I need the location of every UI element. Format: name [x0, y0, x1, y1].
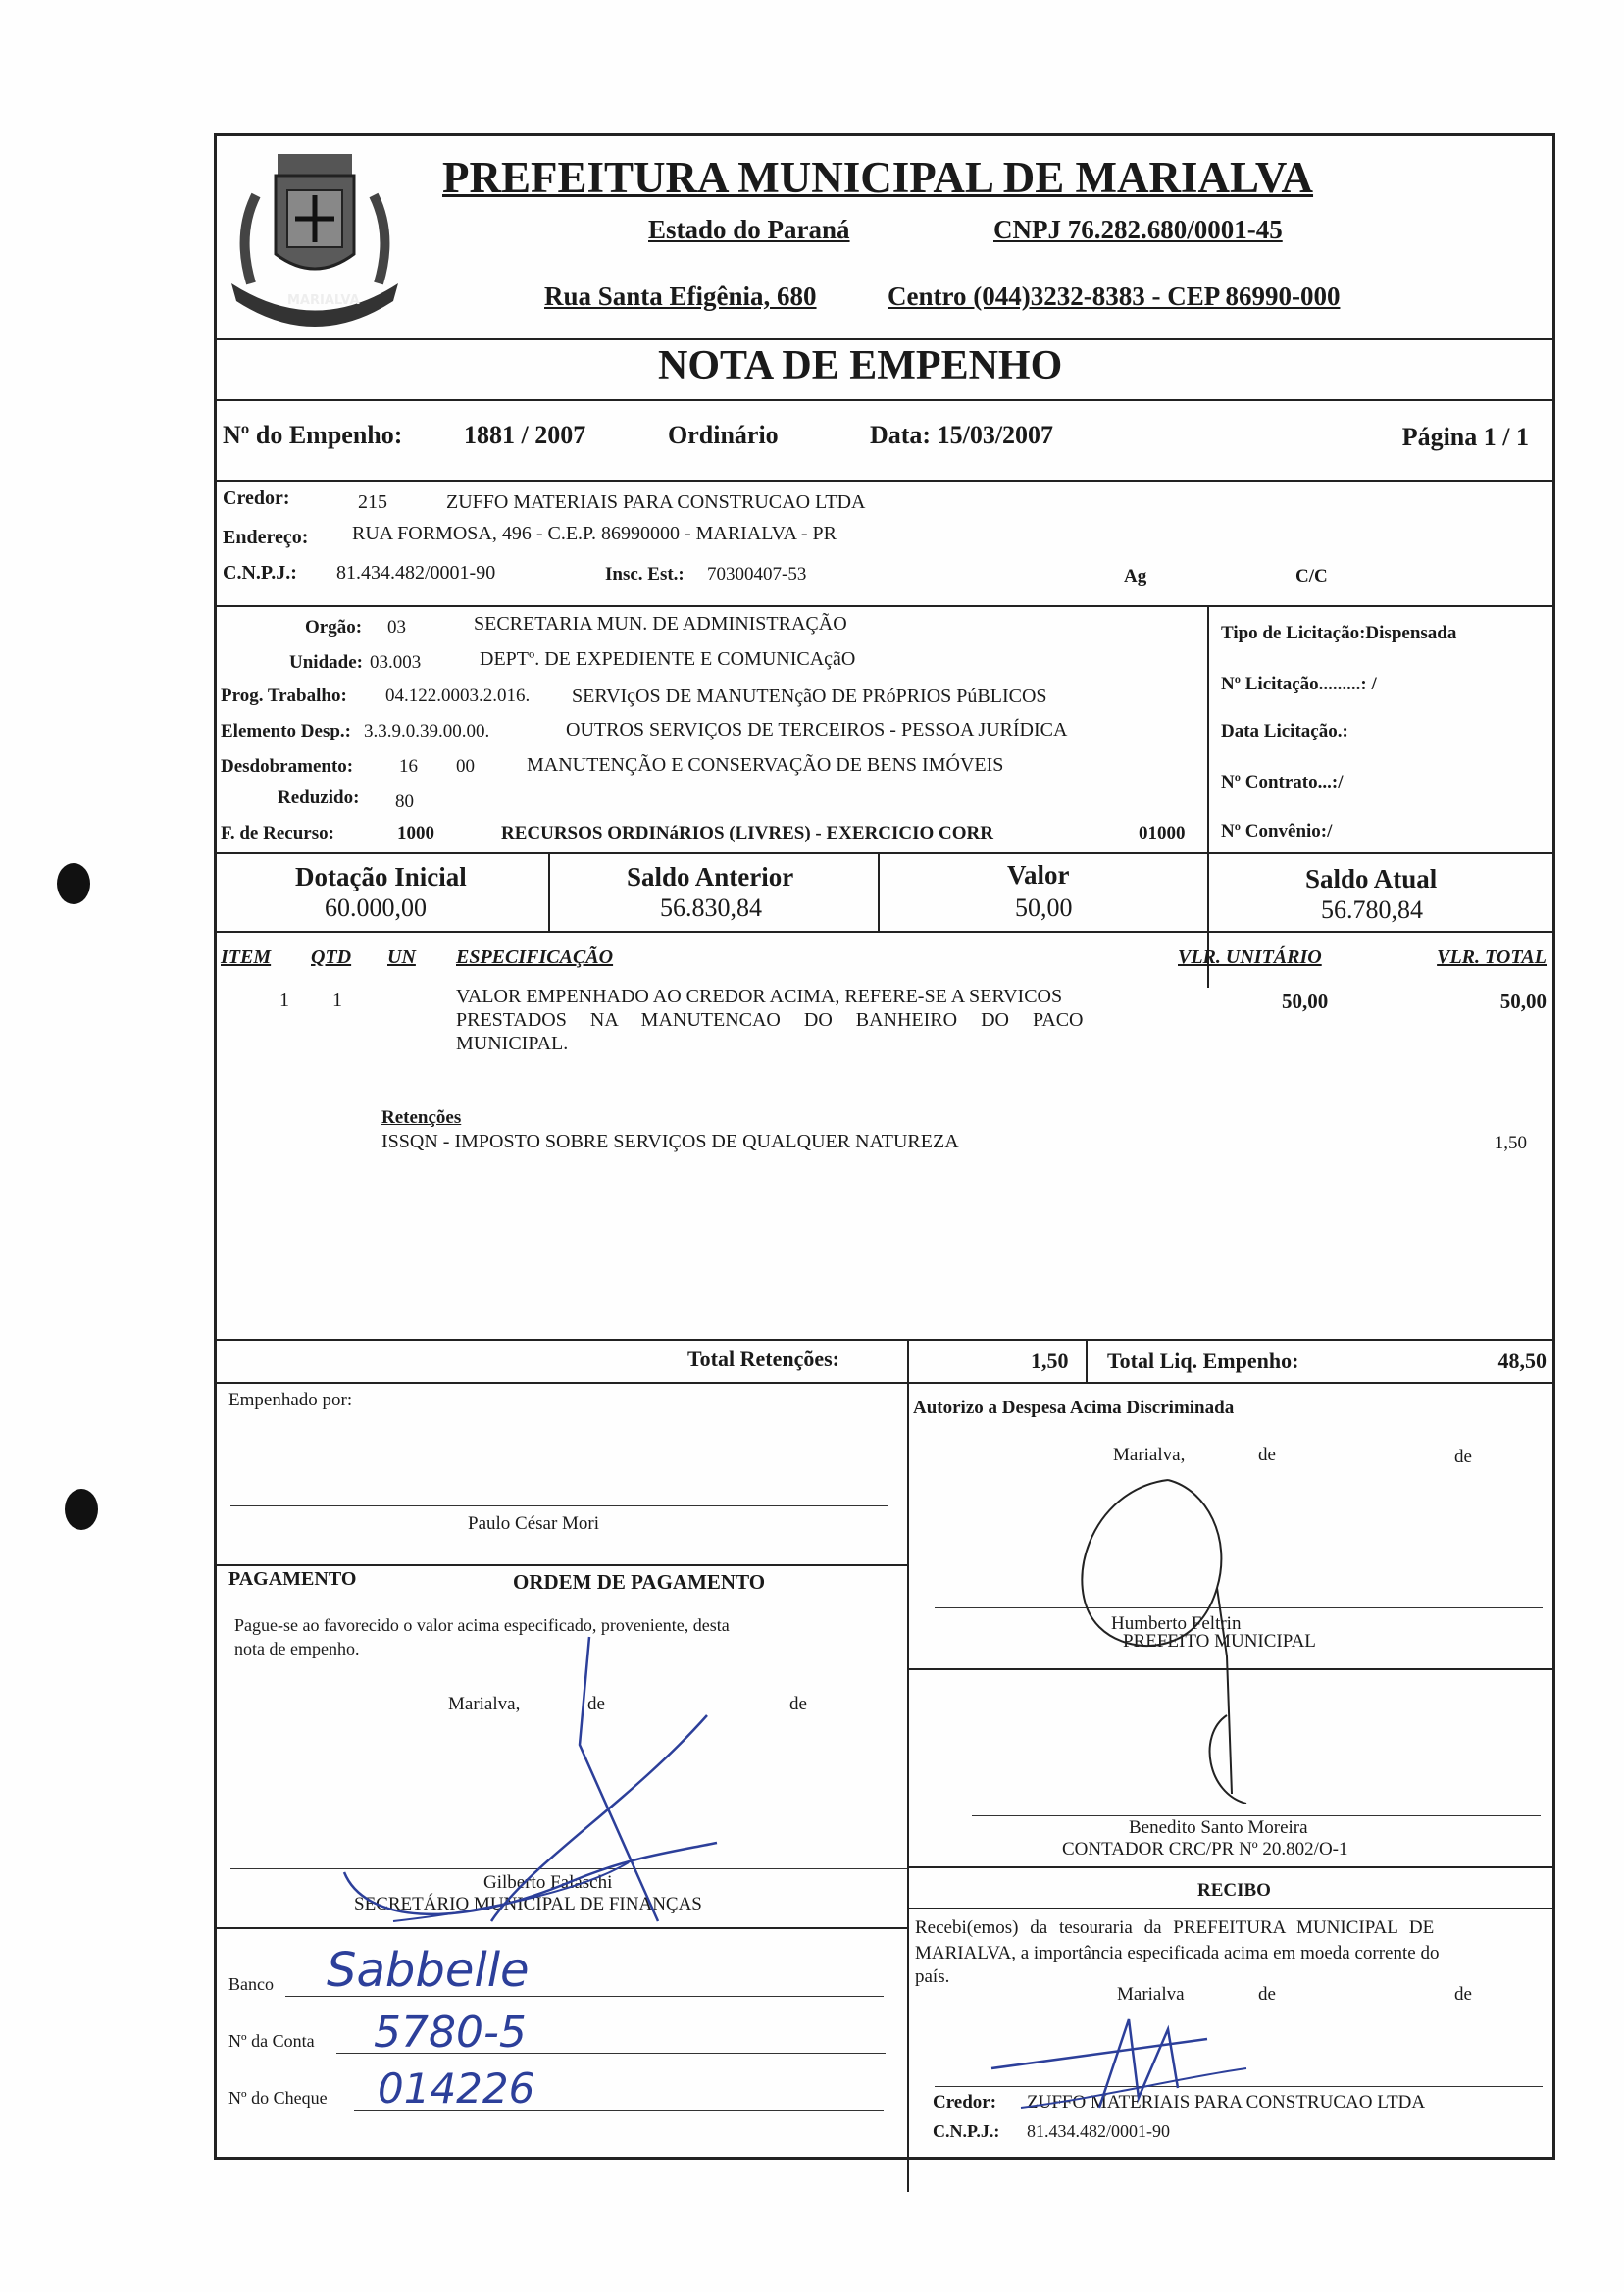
col-vlr-unitario: VLR. UNITÁRIO	[1178, 946, 1322, 968]
divider	[217, 1339, 1552, 1341]
elemento-name: OUTROS SERVIÇOS DE TERCEIROS - PESSOA JURÍDICA	[566, 719, 1068, 740]
crest-banner-text: MARIALVA	[287, 293, 360, 308]
divider	[217, 338, 1552, 340]
recibo-city: Marialva	[1117, 1984, 1185, 2005]
total-retencoes-value: 1,50	[1031, 1349, 1069, 1373]
orgao-name: SECRETARIA MUN. DE ADMINISTRAÇÃO	[474, 613, 847, 635]
credor-name: ZUFFO MATERIAIS PARA CONSTRUCAO LTDA	[446, 491, 866, 513]
recibo-credor-label: Credor:	[933, 2092, 997, 2113]
divider	[217, 480, 1552, 482]
retencoes-desc: ISSQN - IMPOSTO SOBRE SERVIÇOS DE QUALQUER NATUREZA	[381, 1131, 959, 1152]
autorizo-city: Marialva,	[1113, 1445, 1186, 1465]
credor-ag-label: Ag	[1124, 566, 1147, 586]
credor-cnpj-label: C.N.P.J.:	[223, 562, 297, 584]
credor-insc-label: Insc. Est.:	[605, 564, 685, 585]
recurso-number: 01000	[1139, 823, 1186, 843]
credor-label: Credor:	[223, 487, 290, 509]
item-number: 1	[279, 990, 289, 1011]
empenho-date: Data: 15/03/2007	[870, 421, 1054, 449]
prog-code: 04.122.0003.2.016.	[385, 686, 531, 706]
pagamento-label: PAGAMENTO	[228, 1568, 357, 1590]
document-title: NOTA DE EMPENHO	[658, 343, 1063, 388]
recibo-title: RECIBO	[1197, 1880, 1271, 1901]
credor-address: RUA FORMOSA, 496 - C.E.P. 86990000 - MARIALVA - PR	[352, 523, 837, 544]
credor-insc: 70300407-53	[707, 564, 807, 585]
empenho-type: Ordinário	[668, 421, 779, 449]
recibo-de2: de	[1454, 1984, 1472, 2005]
credor-cc-label: C/C	[1295, 566, 1328, 586]
nota-de-empenho	[214, 133, 1555, 2160]
recurso-name: RECURSOS ORDINáRIOS (LIVRES) - EXERCICIO CORR	[501, 823, 993, 843]
pagamento-city: Marialva,	[448, 1694, 521, 1714]
col-qtd: QTD	[311, 946, 352, 968]
secretario-role: SECRETÁRIO MUNICIPAL DE FINANÇAS	[354, 1894, 702, 1914]
prog-label: Prog. Trabalho:	[221, 686, 347, 706]
signature-line	[230, 1505, 888, 1506]
saldo-anterior-value: 56.830,84	[660, 893, 762, 922]
prog-name: SERVIçOS DE MANUTENçãO DE PRóPRIOS PúBLICOS	[572, 686, 1047, 707]
elemento-label: Elemento Desp.:	[221, 721, 351, 741]
recibo-de1: de	[1258, 1984, 1276, 2005]
divider	[217, 1564, 907, 1566]
banco-label: Banco	[228, 1974, 274, 1994]
divider	[217, 399, 1552, 401]
dotacao-inicial-value: 60.000,00	[325, 893, 427, 922]
orgao-label: Orgão:	[305, 617, 363, 637]
empenhado-label: Empenhado por:	[228, 1390, 353, 1410]
pagamento-text-line1: Pague-se ao favorecido o valor acima especificado, proveniente, desta	[234, 1615, 730, 1635]
header-address: Rua Santa Efigênia, 680	[544, 281, 817, 311]
secretario-name: Gilberto Falaschi	[483, 1872, 613, 1893]
desdobramento-label: Desdobramento:	[221, 756, 354, 777]
total-liq-value: 48,50	[1497, 1349, 1547, 1373]
recibo-text-line3: país.	[915, 1966, 950, 1987]
col-un: UN	[387, 946, 416, 968]
empenho-number-label: Nº do Empenho:	[223, 421, 403, 449]
desdobramento-code: 16	[399, 756, 418, 777]
orgao-code: 03	[387, 617, 406, 637]
credor-cnpj: 81.434.482/0001-90	[336, 562, 496, 584]
divider	[217, 1382, 1552, 1384]
elemento-code: 3.3.9.0.39.00.00.	[364, 721, 490, 741]
item-desc-line3: MUNICIPAL.	[456, 1033, 569, 1054]
header-cnpj: CNPJ 76.282.680/0001-45	[993, 215, 1283, 244]
item-total-value: 50,00	[1499, 990, 1547, 1013]
licitacao-convenio: Nº Convênio:/	[1221, 821, 1333, 841]
divider	[217, 931, 1552, 933]
item-qtd: 1	[332, 990, 342, 1011]
divider	[1086, 1339, 1088, 1382]
col-especificacao: ESPECIFICAÇÃO	[456, 946, 614, 968]
divider	[907, 1866, 1552, 1868]
prefeito-role: PREFEITO MUNICIPAL	[1123, 1631, 1316, 1652]
recibo-text-line2: MARIALVA, a importância especificada acima em moeda corrente do	[915, 1943, 1440, 1963]
retencoes-value: 1,50	[1494, 1133, 1527, 1153]
recurso-label: F. de Recurso:	[221, 823, 334, 843]
autorizo-de1: de	[1258, 1445, 1276, 1465]
municipal-crest	[217, 136, 413, 332]
empenhado-name: Paulo César Mori	[468, 1513, 600, 1534]
recurso-code: 1000	[397, 823, 434, 843]
recibo-credor-name: ZUFFO MATERIAIS PARA CONSTRUCAO LTDA	[1027, 2092, 1426, 2113]
banco-value: Sabbelle	[327, 1943, 530, 1998]
item-unit-value: 50,00	[1282, 990, 1329, 1013]
item-desc-line2: PRESTADOS NA MANUTENCAO DO BANHEIRO DO PACO	[456, 1009, 1084, 1031]
secretario-signature	[334, 1627, 746, 1941]
unidade-label: Unidade:	[289, 652, 363, 673]
prefeito-signature	[1050, 1470, 1345, 1804]
credor-address-label: Endereço:	[223, 527, 309, 548]
autorizo-de2: de	[1454, 1447, 1472, 1467]
divider	[217, 605, 1552, 607]
licitacao-data: Data Licitação.:	[1221, 721, 1348, 741]
header-state: Estado do Paraná	[648, 215, 850, 244]
col-vlr-total: VLR. TOTAL	[1437, 946, 1547, 968]
retencoes-label: Retenções	[381, 1107, 462, 1128]
reduzido-value: 80	[395, 791, 414, 812]
saldo-atual-label: Saldo Atual	[1305, 864, 1438, 893]
contador-name: Benedito Santo Moreira	[1129, 1817, 1308, 1838]
conta-value: 5780-5	[374, 2008, 527, 2058]
pagamento-de2: de	[789, 1694, 807, 1714]
prefeito-name: Humberto Feltrin	[1111, 1613, 1242, 1634]
recibo-signature	[982, 2000, 1276, 2117]
header-title: PREFEITURA MUNICIPAL DE MARIALVA	[442, 153, 1314, 202]
divider	[878, 852, 880, 931]
reduzido-label: Reduzido:	[278, 788, 360, 808]
autorizo-label: Autorizo a Despesa Acima Discriminada	[913, 1398, 1235, 1418]
saldo-anterior-label: Saldo Anterior	[627, 862, 794, 891]
licitacao-numero: Nº Licitação.........: /	[1221, 674, 1377, 694]
credor-code: 215	[358, 491, 387, 513]
desdobramento-sub: 00	[456, 756, 475, 777]
valor-value: 50,00	[1015, 893, 1073, 922]
licitacao-tipo: Tipo de Licitação:Dispensada	[1221, 623, 1457, 643]
divider	[548, 852, 550, 931]
header-contact: Centro (044)3232-8383 - CEP 86990-000	[888, 281, 1341, 311]
divider	[217, 852, 1552, 854]
unidade-code: 03.003	[370, 652, 422, 673]
unidade-name: DEPTº. DE EXPEDIENTE E COMUNICAçãO	[480, 648, 856, 670]
divider	[907, 1908, 1552, 1909]
cheque-label: Nº do Cheque	[228, 2088, 328, 2108]
recibo-cnpj: 81.434.482/0001-90	[1027, 2121, 1170, 2141]
item-desc-line1: VALOR EMPENHADO AO CREDOR ACIMA, REFERE-SE A SERVICOS	[456, 986, 1063, 1007]
punch-hole-top	[57, 863, 90, 904]
recibo-text-line1: Recebi(emos) da tesouraria da PREFEITURA MUNICIPAL DE	[915, 1917, 1435, 1938]
total-liq-label: Total Liq. Empenho:	[1107, 1349, 1299, 1373]
pagamento-text-line2: nota de empenho.	[234, 1639, 360, 1658]
contador-role: CONTADOR CRC/PR Nº 20.802/O-1	[1062, 1839, 1348, 1859]
cheque-value: 014226	[378, 2064, 535, 2113]
saldo-atual-value: 56.780,84	[1321, 895, 1423, 924]
signature-line	[972, 1815, 1541, 1816]
ordem-pagamento-label: ORDEM DE PAGAMENTO	[513, 1570, 766, 1594]
valor-label: Valor	[1007, 860, 1070, 890]
pagamento-de1: de	[587, 1694, 605, 1714]
conta-label: Nº da Conta	[228, 2031, 315, 2051]
dotacao-inicial-label: Dotação Inicial	[295, 862, 467, 891]
empenho-page: Página 1 / 1	[1401, 423, 1529, 451]
divider	[907, 1339, 909, 2192]
empenho-number: 1881 / 2007	[464, 421, 586, 449]
desdobramento-name: MANUTENÇÃO E CONSERVAÇÃO DE BENS IMÓVEIS	[527, 754, 1004, 776]
total-retencoes-label: Total Retenções:	[687, 1347, 839, 1371]
col-item: ITEM	[221, 946, 272, 968]
licitacao-contrato: Nº Contrato...:/	[1221, 772, 1344, 792]
recibo-cnpj-label: C.N.P.J.:	[933, 2121, 1000, 2141]
punch-hole-bottom	[65, 1489, 98, 1530]
